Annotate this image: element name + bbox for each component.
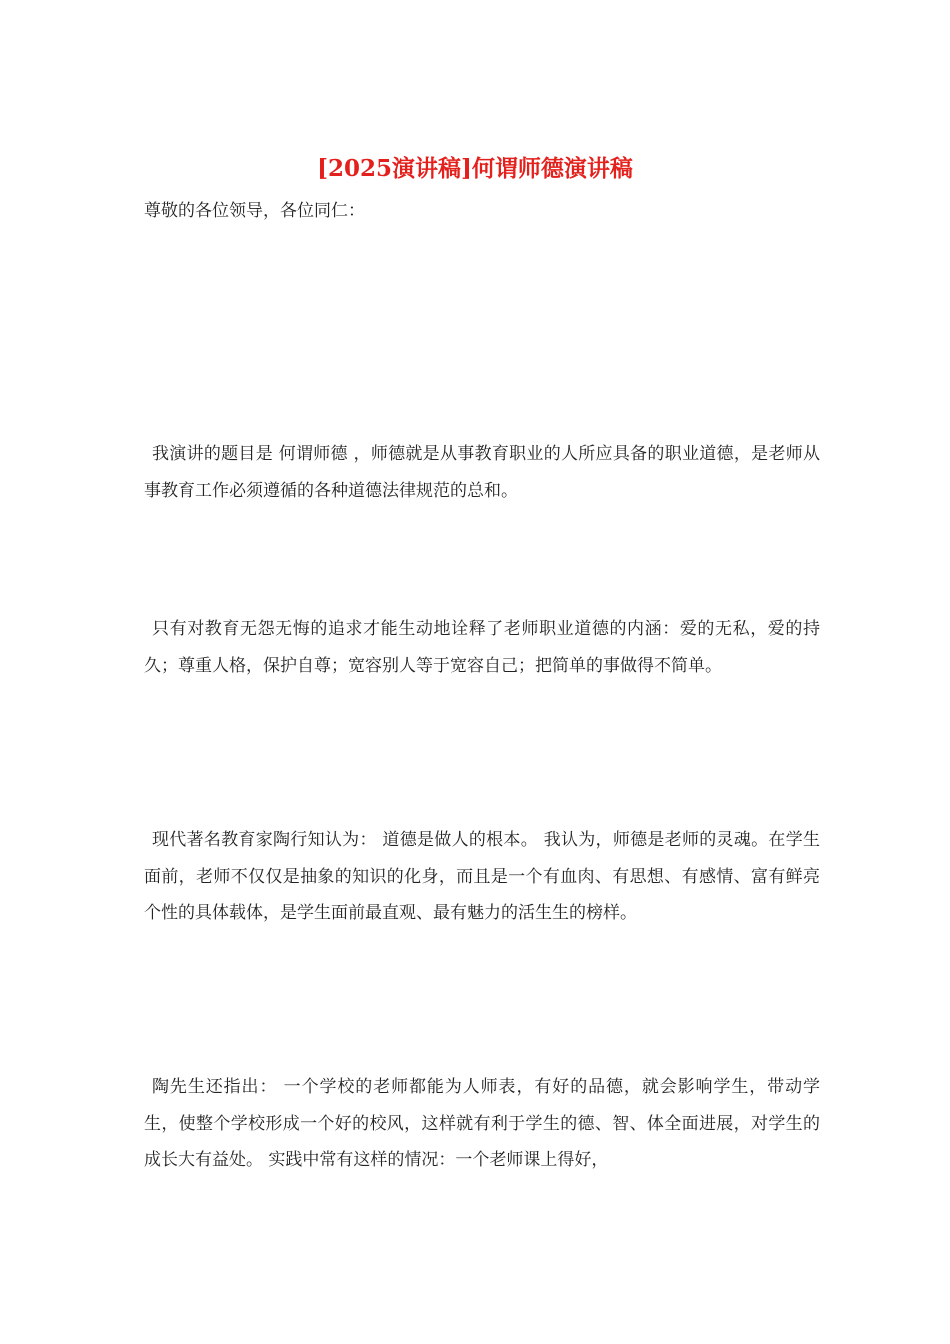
paragraph: 现代著名教育家陶行知认为： 道德是做人的根本。 我认为，师德是老师的灵魂。在学生面前，老师不仅仅是抽象的知识的化身，而且是一个有血肉、有思想、有感情、富有鲜亮个性的具体载体，是学生面前最直观、最有魅力的活生生的榜样。 bbox=[144, 830, 820, 923]
document-title: [2025演讲稿]何谓师德演讲稿 bbox=[317, 155, 633, 182]
paragraph: 我演讲的题目是 何谓师德 ，师德就是从事教育职业的人所应具备的职业道德，是老师从事教育工作必须遵循的各种道德法律规范的总和。 bbox=[144, 444, 820, 501]
paragraph: 陶先生还指出： 一个学校的老师都能为人师表，有好的品德，就会影响学生，带动学生，使整个学校形成一个好的校风，这样就有利于学生的德、智、体全面进展，对学生的成长大有益处。 实践中常有这样的情况：一个老师课上得好， bbox=[144, 1077, 820, 1170]
salutation: 尊敬的各位领导，各位同仁： bbox=[144, 201, 365, 221]
paragraph: 只有对教育无怨无悔的追求才能生动地诠释了老师职业道德的内涵：爱的无私，爱的持久；尊重人格，保护自尊；宽容别人等于宽容自己；把简单的事做得不简单。 bbox=[144, 619, 820, 676]
